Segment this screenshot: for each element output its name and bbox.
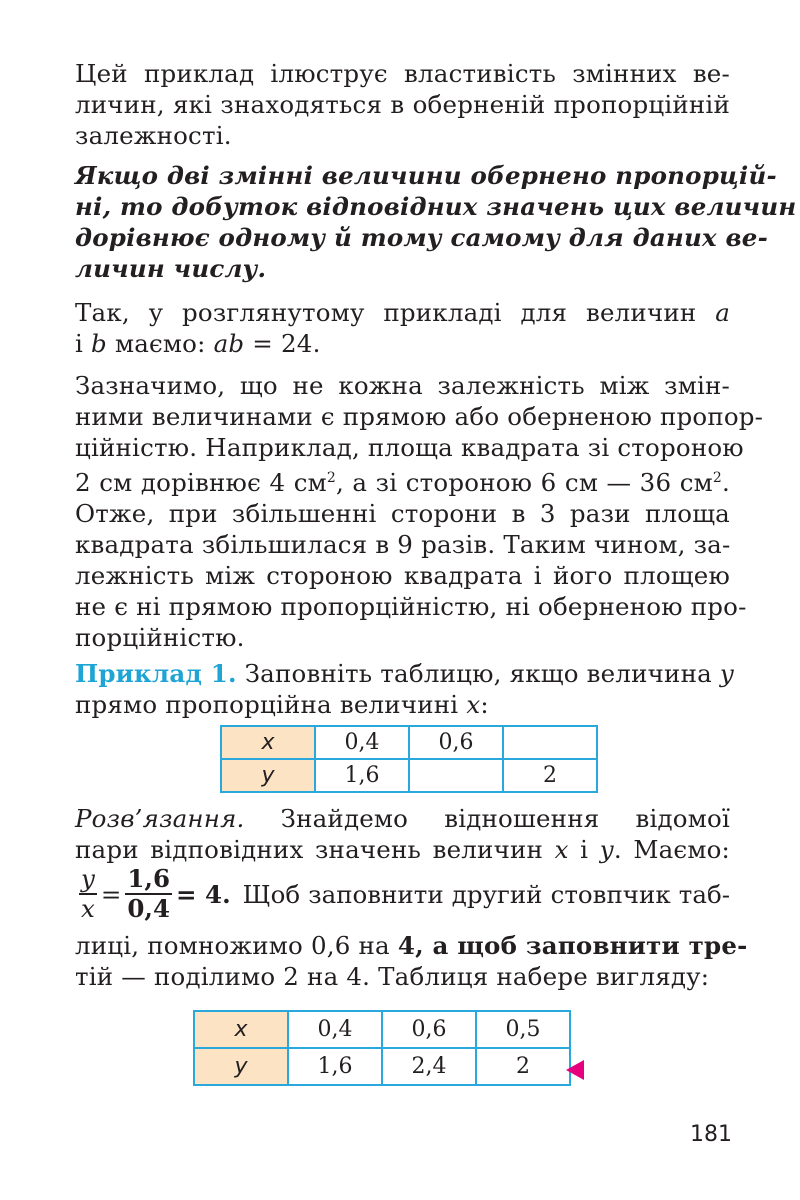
table-cell: 0,4 [315,726,409,759]
square-paragraph [75,370,764,653]
note-text: Так, у розглянутому прикладі для величин [75,298,697,327]
table-cell: 1,6 [315,759,409,792]
intro-line: Цей приклад ілюструє властивість змінних ве- [75,59,730,88]
row-header-x: x [221,726,315,759]
solution-text: Знайдемо відношення відомої [280,804,730,833]
solution-bold-text: 4, а щоб заповнити тре- [397,931,748,960]
square-line: Отже, при збільшенні сторони в 3 рази площа [75,499,730,529]
page-number: 181 [690,1122,732,1147]
variable-b: b [91,329,107,358]
table-cell [503,726,597,759]
square-line: порційністю. [75,623,245,653]
end-of-solution-marker-icon [566,1060,584,1080]
square-line: лежність між стороною квадрата і його площею [75,561,730,591]
table-cell [409,759,503,792]
note-line [75,328,730,359]
table-cell: 0,4 [288,1011,382,1048]
square-text: 2 см дорівнює 4 см [75,468,327,498]
solution-text: Щоб заповнити другий стовпчик таб- [242,879,730,909]
table-row [194,1011,570,1048]
table-cell: 1,6 [288,1048,382,1085]
ratio-fraction [79,865,97,923]
row-header-y: y [221,759,315,792]
task-line [75,658,734,689]
variable-y: y [719,659,734,688]
table-cell: 0,6 [409,726,503,759]
note-equals: = 24. [252,329,321,358]
product-ab: ab [213,329,245,358]
intro-line: личин, які знаходяться в оберненій пропорційній [75,90,730,119]
task-text: прямо пропорційна величині [75,690,459,719]
square-text: , а зі стороною 6 см — 36 см [335,468,713,498]
equals-sign: = [100,879,122,909]
table-cell: 0,6 [382,1011,476,1048]
superscript: 2 [712,470,722,486]
rule-line: Якщо дві змінні величини обернено пропорцій- [75,161,777,190]
table-cell: 2 [476,1048,570,1085]
note-text: і [75,329,84,358]
fraction-denominator: 0,4 [127,894,170,923]
rule-line: дорівнює одному й тому самому для даних ве- [75,223,768,252]
fraction-numerator: 1,6 [127,864,170,893]
variable-a: a [715,298,730,327]
table-cell: 2,4 [382,1048,476,1085]
fraction-numerator: y [81,864,95,893]
table-row [221,726,597,759]
square-line: Зазначимо, що не кожна залежність між змін- [75,371,730,400]
note-text: маємо: [114,329,206,358]
rule-line: ні, то добуток відповідних значень цих величин [75,192,797,221]
variable-x: x [466,690,481,719]
square-text: . [722,468,730,498]
intro-paragraph [75,58,730,151]
variable-x: x [554,835,569,864]
square-line: не є ні прямою пропорційністю, ні оберненою про- [75,592,747,622]
solution-text: пари відповідних значень величин [75,835,544,864]
table-cell: 0,5 [476,1011,570,1048]
solution-label: Розв’язання. [75,804,245,833]
square-line: квадрата збільшилася в 9 разів. Таким чином, за- [75,530,731,560]
task-colon: : [480,690,489,719]
solution-text: . Маємо: [613,835,731,864]
value-fraction [125,865,172,923]
row-header-y: y [194,1048,288,1085]
row-header-x: x [194,1011,288,1048]
task-table [220,725,598,793]
intro-line: залежності. [75,121,232,150]
square-line: ними величинами є прямою або оберненою пропор- [75,402,764,431]
example-note [75,297,730,359]
ratio-formula-line [75,862,730,926]
solution-continuation [75,930,748,992]
note-line [75,297,730,328]
square-line: ційністю. Наприклад, площа квадрата зі стороною [75,433,744,462]
example1-task [75,658,734,720]
solution-text: лиці, помножимо 0,6 на [75,931,390,960]
variable-y: y [599,835,614,864]
solution-line [75,930,748,961]
table-row [221,759,597,792]
ratio-result: = 4. [176,879,231,909]
solution-line: тій — поділимо 2 на 4. Таблиця набере вигляду: [75,962,710,991]
task-line [75,689,730,720]
solution-line [75,803,730,834]
solution-paragraph [75,803,730,865]
table-row [194,1048,570,1085]
task-text: Заповніть таблицю, якщо величина [244,659,712,688]
fraction-denominator: x [81,894,95,923]
superscript: 2 [326,470,336,486]
solution-line [75,834,730,865]
solution-text: і [580,835,589,864]
square-line [75,463,730,498]
result-table [193,1010,571,1086]
rule-line: личин числу. [75,254,267,283]
rule-statement [75,160,797,284]
example-label: Приклад 1. [75,659,237,688]
table-cell: 2 [503,759,597,792]
